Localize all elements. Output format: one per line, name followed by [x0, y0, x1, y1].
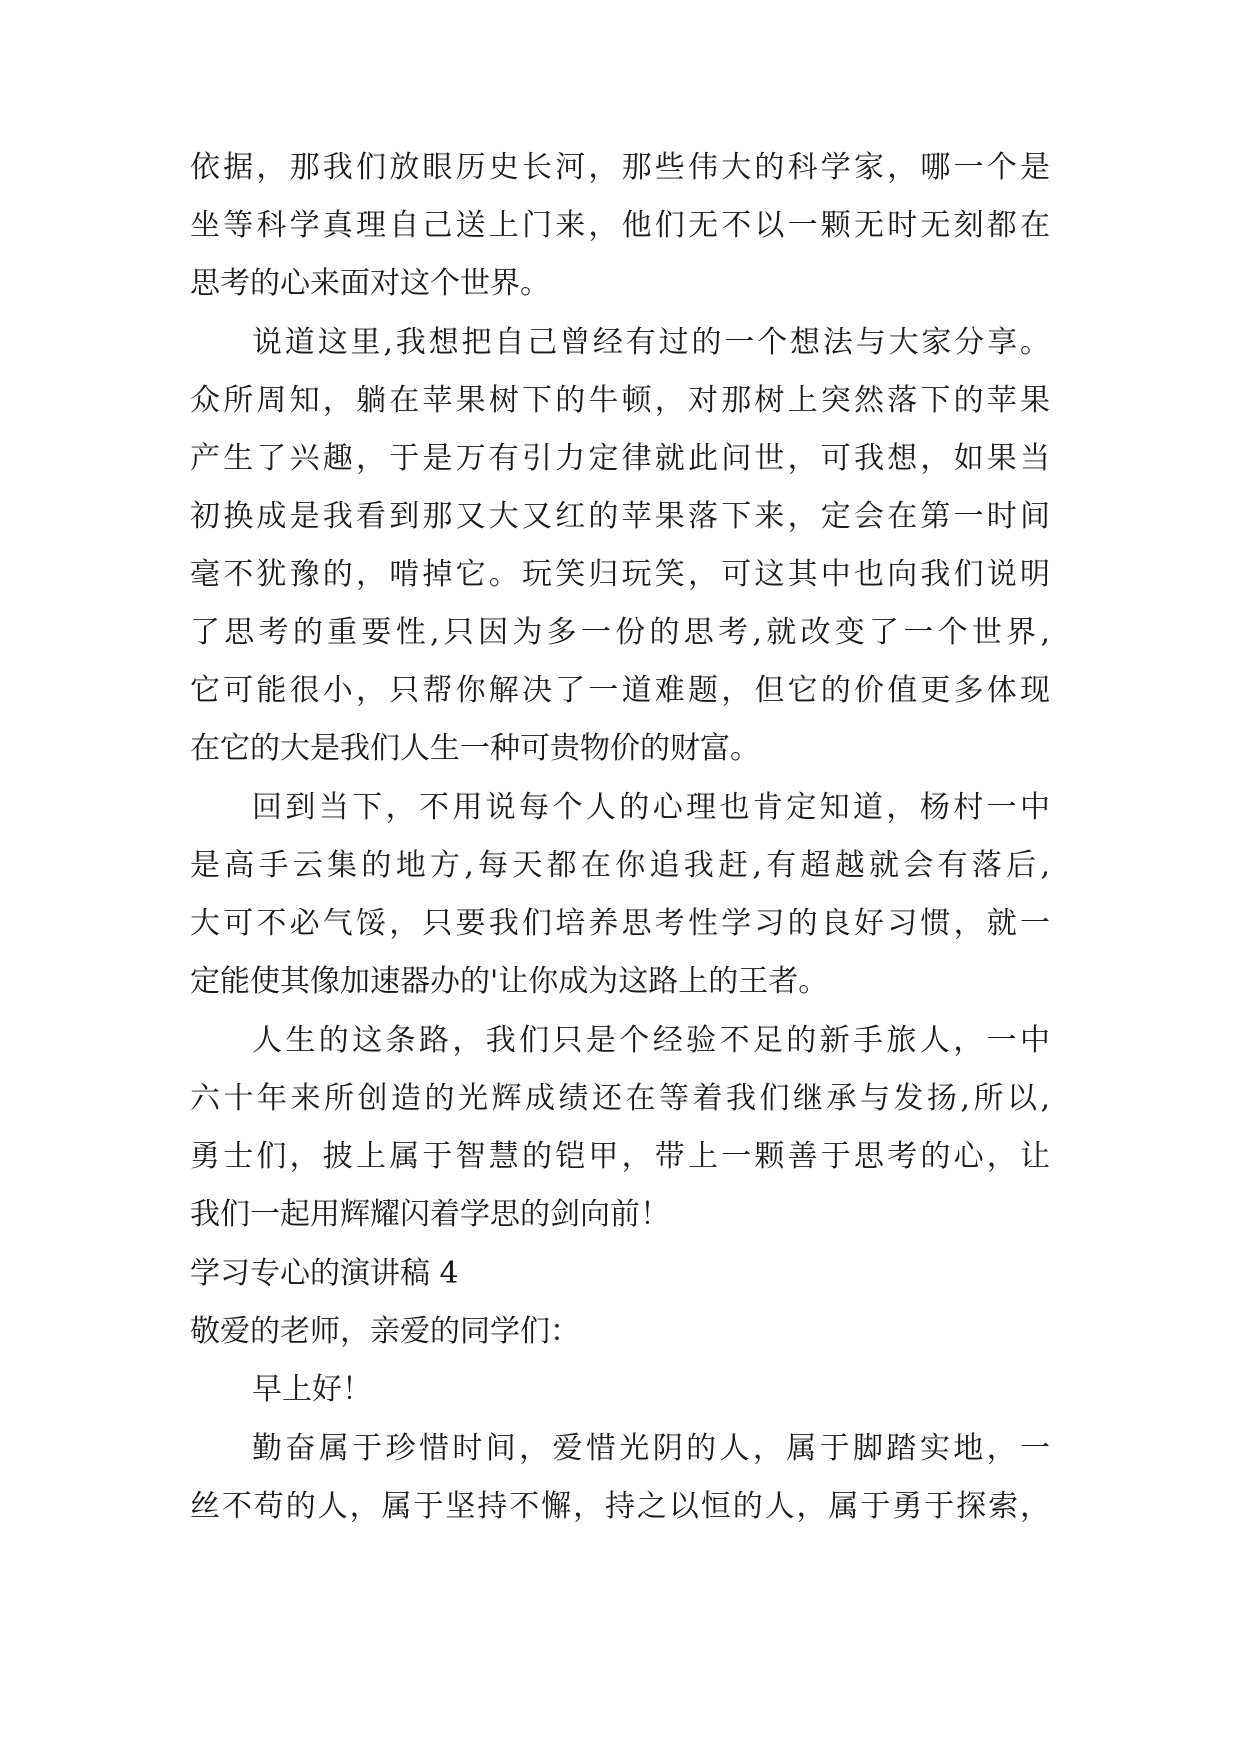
- paragraph-line: 六十年来所创造的光辉成绩还在等着我们继承与发扬,所以,: [190, 1081, 1050, 1116]
- paragraph-line: 大可不必气馁，只要我们培养思考性学习的良好习惯，就一: [190, 906, 1050, 941]
- paragraph-line: 初换成是我看到那又大又红的苹果落下来，定会在第一时间: [190, 499, 1050, 534]
- section-heading: 学习专心的演讲稿 4: [190, 1256, 459, 1291]
- paragraph-line: 它可能很小，只帮你解决了一道难题，但它的价值更多体现: [190, 673, 1050, 708]
- paragraph-line: 了思考的重要性,只因为多一份的思考,就改变了一个世界,: [190, 615, 1050, 650]
- greeting: 早上好！: [252, 1372, 372, 1407]
- paragraph-line: 丝不苟的人，属于坚持不懈，持之以恒的人，属于勇于探索，: [190, 1489, 1050, 1524]
- paragraph-line: 依据，那我们放眼历史长河，那些伟大的科学家，哪一个是: [190, 150, 1050, 185]
- paragraph-line: 说道这里,我想把自己曾经有过的一个想法与大家分享。: [252, 325, 1050, 360]
- paragraph-line: 回到当下，不用说每个人的心理也肯定知道，杨村一中: [252, 790, 1050, 825]
- paragraph-line: 在它的大是我们人生一种可贵物价的财富。: [190, 731, 760, 766]
- paragraph-line: 思考的心来面对这个世界。: [190, 266, 550, 301]
- paragraph-line: 坐等科学真理自己送上门来，他们无不以一颗无时无刻都在: [190, 208, 1050, 243]
- paragraph-line: 人生的这条路，我们只是个经验不足的新手旅人，一中: [252, 1023, 1050, 1058]
- paragraph-line: 产生了兴趣，于是万有引力定律就此问世，可我想，如果当: [190, 441, 1050, 476]
- paragraph-line: 定能使其像加速器办的'让你成为这路上的王者。: [190, 964, 829, 999]
- paragraph-line: 众所周知，躺在苹果树下的牛顿，对那树上突然落下的苹果: [190, 383, 1050, 418]
- paragraph-line: 勇士们，披上属于智慧的铠甲，带上一颗善于思考的心，让: [190, 1139, 1050, 1174]
- paragraph-line: 勤奋属于珍惜时间，爱惜光阴的人，属于脚踏实地，一: [252, 1431, 1050, 1466]
- paragraph-line: 我们一起用辉耀闪着学思的剑向前！: [190, 1197, 670, 1232]
- paragraph-line: 毫不犹豫的，啃掉它。玩笑归玩笑，可这其中也向我们说明: [190, 557, 1050, 592]
- paragraph-line: 是高手云集的地方,每天都在你追我赶,有超越就会有落后,: [190, 848, 1050, 883]
- salutation: 敬爱的老师，亲爱的同学们：: [190, 1314, 580, 1349]
